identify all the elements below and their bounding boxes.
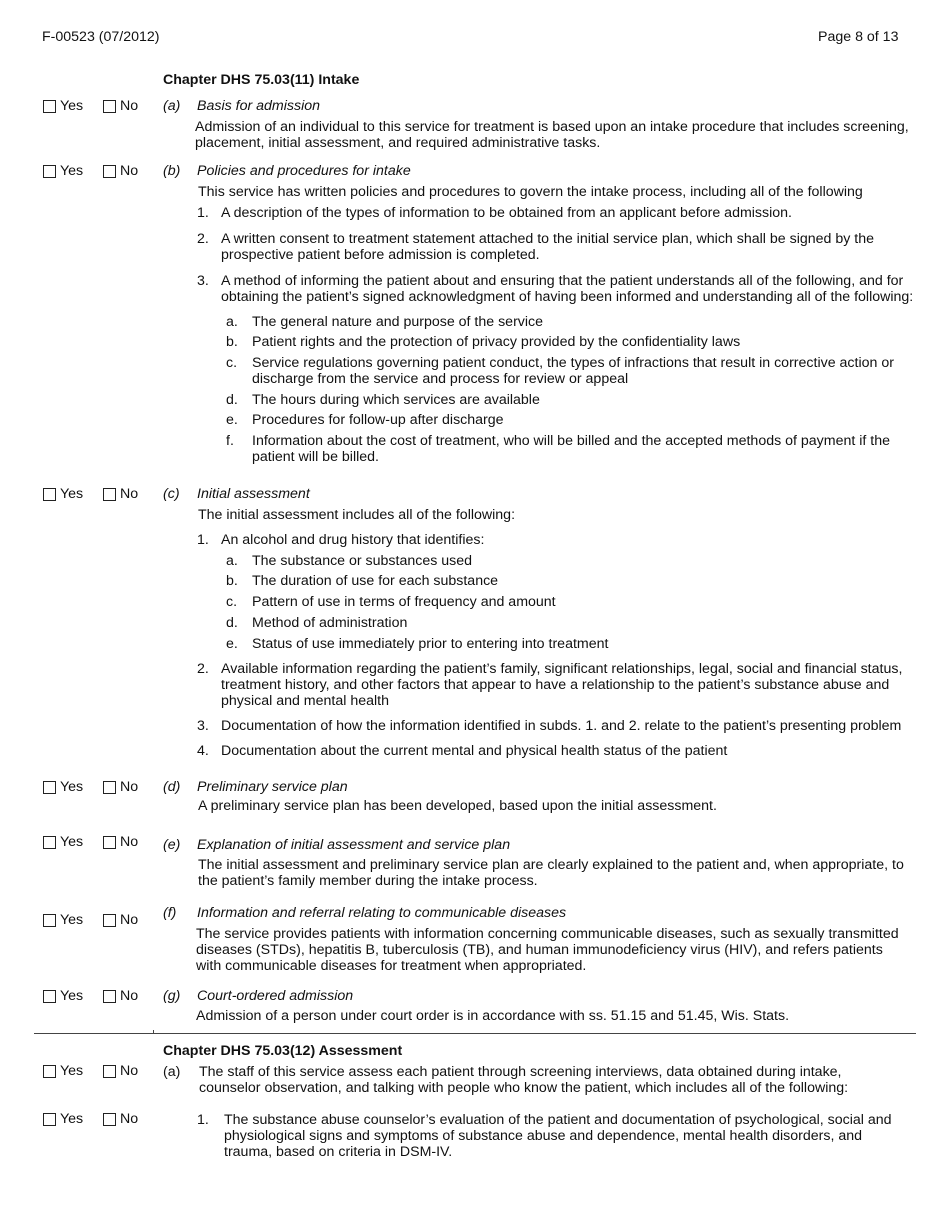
item-text: The service provides patients with information concerning communicable diseases, such as sexually transmitted diseases (STDs), hepatitis B, tuberculosis (TB), and human immunodeficiency virus (HIV), and refers patients with communicable diseases for treatment when appropriated. [196, 926, 899, 974]
no-checkbox-assess-a[interactable]: No [103, 1063, 138, 1079]
yes-checkbox-e[interactable]: Yes [43, 834, 83, 850]
yes-checkbox-assess-a[interactable]: Yes [43, 1063, 83, 1079]
list-item: A method of informing the patient about and ensuring that the patient understands all of the following, and for obtaining the patient’s signed acknowledgment of having been informed and understanding all of the following: [221, 273, 914, 305]
item-letter: (c) [163, 486, 180, 502]
list-item: Available information regarding the patient’s family, significant relationships, legal, social and financial status, treatment history, and other factors that appear to have a relationship to the patient’s substance abuse and physical and mental health [221, 661, 903, 709]
no-checkbox-e[interactable]: No [103, 834, 138, 850]
list-item: The substance abuse counselor’s evaluation of the patient and documentation of psychological, social and physiological signs and symptoms of substance abuse and dependence, mental health disorders, and trauma, based on criteria in DSM-IV. [224, 1112, 892, 1160]
section-divider [34, 1033, 916, 1034]
list-item: An alcohol and drug history that identifies: [221, 532, 485, 548]
sub-letter: b. [226, 334, 238, 350]
sub-letter: b. [226, 573, 238, 589]
sub-letter: a. [226, 553, 238, 569]
item-title: Explanation of initial assessment and service plan [197, 837, 511, 853]
yes-checkbox-assess-1[interactable]: Yes [43, 1111, 83, 1127]
no-checkbox-c[interactable]: No [103, 486, 138, 502]
item-letter: (b) [163, 163, 181, 179]
list-num: 4. [197, 743, 209, 759]
yes-checkbox-a[interactable]: Yes [43, 98, 83, 114]
checkbox-box[interactable] [103, 914, 116, 927]
checkbox-box[interactable] [103, 990, 116, 1003]
checkbox-box[interactable] [43, 165, 56, 178]
item-title: Information and referral relating to communicable diseases [197, 905, 567, 921]
checkbox-box[interactable] [43, 1113, 56, 1126]
item-title: Basis for admission [197, 98, 321, 114]
yes-checkbox-c[interactable]: Yes [43, 486, 83, 502]
yes-checkbox-f[interactable]: Yes [43, 912, 83, 928]
sub-letter: c. [226, 355, 238, 371]
sub-letter: d. [226, 615, 238, 631]
item-intro: This service has written policies and procedures to govern the intake process, including all of the following [198, 184, 863, 200]
list-num: 2. [197, 661, 209, 677]
sub-item: The duration of use for each substance [252, 573, 499, 589]
sub-item: Information about the cost of treatment, who will be billed and the accepted methods of payment if the patient will be billed. [252, 433, 891, 465]
item-text: A preliminary service plan has been developed, based upon the initial assessment. [198, 798, 717, 814]
page-number: Page 8 of 13 [818, 29, 899, 45]
sub-item: The general nature and purpose of the service [252, 314, 544, 330]
no-checkbox-a[interactable]: No [103, 98, 138, 114]
section-title-assessment: Chapter DHS 75.03(12) Assessment [163, 1043, 403, 1059]
sub-item: Method of administration [252, 615, 408, 631]
sub-item: Patient rights and the protection of privacy provided by the confidentiality laws [252, 334, 741, 350]
list-num: 1. [197, 1112, 209, 1128]
list-num: 1. [197, 532, 209, 548]
checkbox-box[interactable] [43, 100, 56, 113]
checkbox-box[interactable] [103, 488, 116, 501]
list-item: Documentation about the current mental and physical health status of the patient [221, 743, 728, 759]
list-num: 1. [197, 205, 209, 221]
item-letter: (g) [163, 988, 181, 1004]
sub-letter: e. [226, 636, 238, 652]
form-id: F-00523 (07/2012) [42, 29, 160, 45]
checkbox-box[interactable] [103, 165, 116, 178]
item-letter: (a) [163, 98, 181, 114]
section-title-intake: Chapter DHS 75.03(11) Intake [163, 72, 360, 88]
item-title: Preliminary service plan [197, 779, 348, 795]
item-text: Admission of a person under court order is in accordance with ss. 51.15 and 51.45, Wis. Stats. [196, 1008, 790, 1024]
no-checkbox-d[interactable]: No [103, 779, 138, 795]
item-text: The initial assessment and preliminary service plan are clearly explained to the patient and, when appropriate, to the patient’s family member during the intake process. [198, 857, 904, 889]
list-item: A description of the types of information to be obtained from an applicant before admission. [221, 205, 792, 221]
no-checkbox-g[interactable]: No [103, 988, 138, 1004]
checkbox-box[interactable] [103, 781, 116, 794]
item-letter: (e) [163, 837, 181, 853]
sub-item: The hours during which services are available [252, 392, 540, 408]
no-checkbox-assess-1[interactable]: No [103, 1111, 138, 1127]
sub-letter: f. [226, 433, 234, 449]
list-num: 3. [197, 273, 209, 289]
checkbox-box[interactable] [43, 836, 56, 849]
list-num: 3. [197, 718, 209, 734]
checkbox-box[interactable] [43, 914, 56, 927]
item-text: Admission of an individual to this service for treatment is based upon an intake procedure that includes screening, placement, initial assessment, and required administrative tasks. [195, 119, 909, 151]
sub-letter: e. [226, 412, 238, 428]
checkbox-box[interactable] [103, 1113, 116, 1126]
sub-letter: a. [226, 314, 238, 330]
no-checkbox-f[interactable]: No [103, 912, 138, 928]
sub-item: Service regulations governing patient conduct, the types of infractions that result in corrective action or discharge from the service and process for review or appeal [252, 355, 894, 387]
checkbox-box[interactable] [43, 488, 56, 501]
item-intro: The initial assessment includes all of the following: [198, 507, 516, 523]
sub-item: The substance or substances used [252, 553, 473, 569]
sub-item: Pattern of use in terms of frequency and amount [252, 594, 556, 610]
checkbox-box[interactable] [43, 781, 56, 794]
yes-checkbox-g[interactable]: Yes [43, 988, 83, 1004]
checkbox-box[interactable] [43, 1065, 56, 1078]
list-item: A written consent to treatment statement attached to the initial service plan, which shall be signed by the prospective patient before admission is completed. [221, 231, 874, 263]
checkbox-box[interactable] [103, 1065, 116, 1078]
list-item: Documentation of how the information identified in subds. 1. and 2. relate to the patient’s presenting problem [221, 718, 902, 734]
sub-item: Status of use immediately prior to entering into treatment [252, 636, 609, 652]
item-letter: (d) [163, 779, 181, 795]
checkbox-box[interactable] [103, 836, 116, 849]
no-checkbox-b[interactable]: No [103, 163, 138, 179]
item-letter: (f) [163, 905, 177, 921]
sub-letter: d. [226, 392, 238, 408]
sub-item: Procedures for follow-up after discharge [252, 412, 504, 428]
list-num: 2. [197, 231, 209, 247]
checkbox-box[interactable] [103, 100, 116, 113]
sub-letter: c. [226, 594, 238, 610]
item-title: Policies and procedures for intake [197, 163, 411, 179]
item-title: Court-ordered admission [197, 988, 354, 1004]
item-text: The staff of this service assess each patient through screening interviews, data obtained during intake, counselor observation, and talking with people who know the patient, which includes all of the following: [199, 1064, 849, 1096]
item-title: Initial assessment [197, 486, 310, 502]
item-letter: (a) [163, 1064, 181, 1080]
checkbox-box[interactable] [43, 990, 56, 1003]
yes-checkbox-b[interactable]: Yes [43, 163, 83, 179]
yes-checkbox-d[interactable]: Yes [43, 779, 83, 795]
